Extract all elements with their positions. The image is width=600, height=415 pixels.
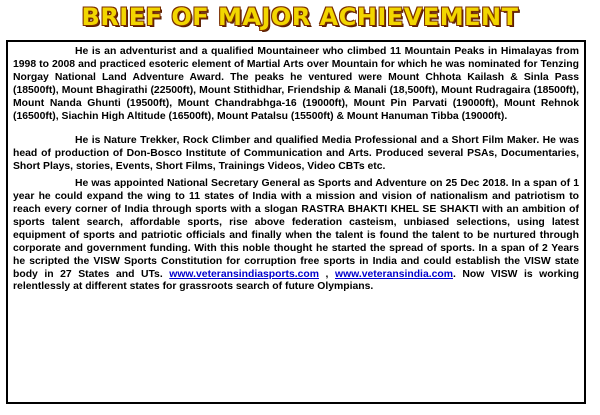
paragraph-tail: . Now VISW is working relentlessly at different states for grassroots search of future Olympians. (13, 268, 580, 293)
paragraph-text: He is an adventurist and a qualified Mountaineer who climbed 11 Mountain Peaks in Himalayas from 1998 to 2008 and practiced esoteric element of Martial Arts over Mountain for which he was nominated for Tenzing Norgay National Land Adventure Award. The peaks he ventured were Mount Chhota Kailash & Sinla Pass (18500ft), Mount Bhagirathi (22500ft), Mount Stithidhar, Friendship & Manali (18,500ft), Mount Rudragaira (18500ft), Mount Nanda Ghunti (19500ft), Mount Chandrabhga-16 (19000ft), Mount Pin Parvati (19000ft), Mount Rehnok (16500ft), Siachin High Altitude (16500ft), Mount Patalsu (15500ft) & Mount Hanuman Tibba (19000ft). (13, 46, 579, 122)
achievement-panel (6, 40, 586, 404)
page-header (0, 0, 600, 36)
veterans-india-sports-link[interactable]: www.veteransindiasports.com (169, 268, 320, 280)
page-title: BRIEF OF MAJOR ACHIEVEMENT (81, 3, 519, 31)
paragraph-text: He is Nature Trekker, Rock Climber and qualified Media Professional and a Short Film Maker. He was head of production of Don-Bosco Institute of Communication and Arts. Produced several PSAs, Documentaries, Short Plays, stories, Events, Short Films, Trainings Videos, Video CBTs etc. (13, 135, 579, 173)
paragraph-mountaineering (13, 46, 579, 123)
paragraph-media (13, 135, 579, 174)
veterans-india-link[interactable]: www.veteransindia.com (334, 268, 453, 280)
paragraph-text: He was appointed National Secretary General as Sports and Adventure on 25 Dec 2018. In a span of 1 year he could expand the wing to 11 states of India with a mission and vision of nationalism and patriotism to reach every corner of India through sports with a slogan RASTRA BHAKTI KHEL SE SHAKTI with an ambition of sports talent search, affordable sports, rise above federation casteism, unbiased selections, using latest equipment of sports and patriotic officials and finally when the talent is found the talent to be nurtured through corporate and government funding. With this noble thought he started the spread of sports. In a span of 2 Years he scripted the VISW Sports Constitution for corruption free sports in India and could establish the VISW state body in 27 States and UTs. (13, 178, 579, 280)
link-separator: , (319, 268, 335, 280)
paragraph-visw (13, 178, 579, 294)
